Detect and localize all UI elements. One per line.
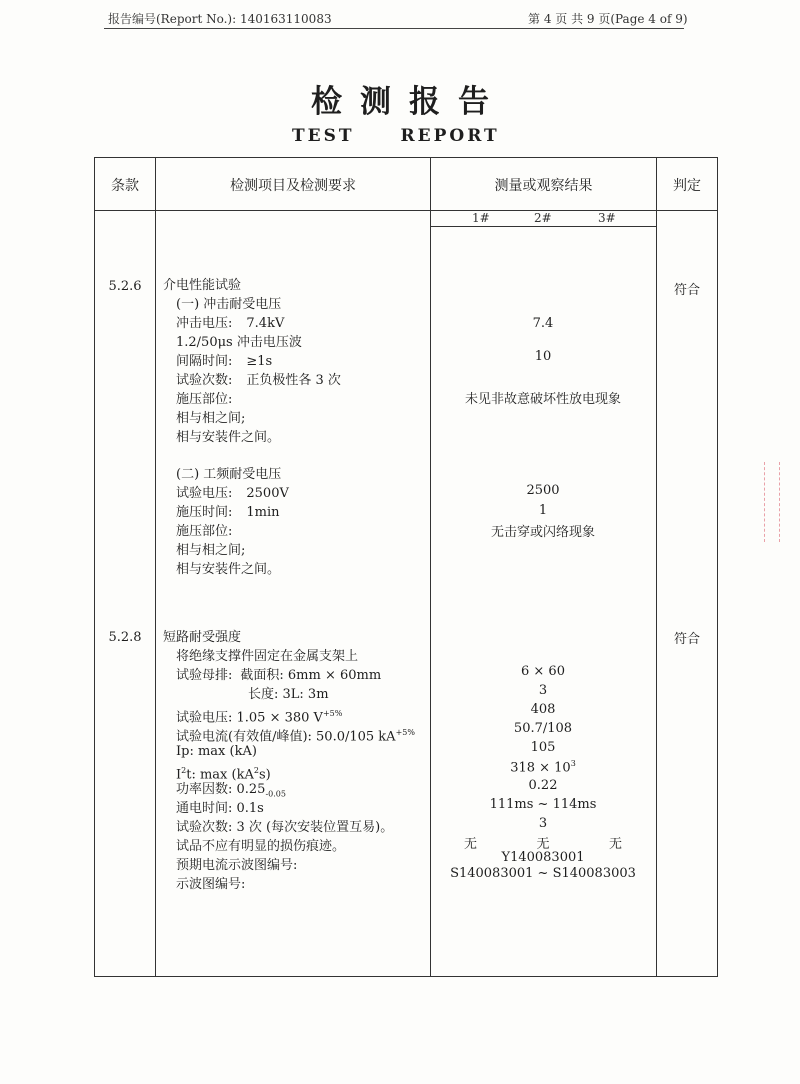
i2t-label-c: s) bbox=[258, 767, 271, 783]
pf-voltage-req bbox=[176, 484, 289, 503]
table-top-border bbox=[94, 157, 717, 158]
pf-time-req bbox=[176, 503, 280, 522]
page-indicator: 第 4 页 共 9 页(Page 4 of 9) bbox=[528, 12, 688, 26]
result-length: 3 bbox=[538, 683, 548, 698]
result-pf-observation: 无击穿或闪络现象 bbox=[490, 525, 595, 540]
test-current-tolerance: +5% bbox=[395, 728, 415, 737]
pf-voltage-label: 试验电压: bbox=[176, 486, 233, 501]
energize-time: 通电时间: 0.1s bbox=[176, 801, 264, 816]
verdict-5-2-8: 符合 bbox=[673, 632, 700, 647]
header-verdict: 判定 bbox=[673, 178, 701, 194]
result-i2t bbox=[430, 759, 656, 775]
impulse-count-req bbox=[176, 371, 341, 390]
result-expected-oscillogram: Y140083001 bbox=[501, 850, 585, 865]
busbar-length: 长度: 3L: 3m bbox=[248, 687, 329, 702]
result-power-factor: 0.22 bbox=[528, 778, 558, 793]
test-voltage-label: 试验电压: 1.05 × 380 V bbox=[176, 710, 323, 726]
sample-2-header: 2# bbox=[534, 211, 552, 225]
result-count: 3 bbox=[538, 816, 548, 831]
sample-1-header: 1# bbox=[472, 211, 490, 225]
pf-time-value: 1min bbox=[246, 505, 280, 520]
impulse-subtitle: (一) 冲击耐受电压 bbox=[176, 297, 282, 312]
table-header-border bbox=[94, 210, 717, 211]
result-pf-time: 1 bbox=[538, 503, 548, 518]
i2t-label-b: t: max (kA bbox=[186, 767, 254, 783]
verdict-5-2-6: 符合 bbox=[673, 283, 700, 298]
result-voltage: 408 bbox=[530, 702, 556, 717]
title-english bbox=[292, 126, 500, 146]
result-time: 111ms ~ 114ms bbox=[489, 797, 597, 812]
pf-phase-mount: 相与安装件之间。 bbox=[176, 562, 281, 577]
result-damage-3: 无 bbox=[608, 837, 622, 852]
ip-label: Ip: max (kA) bbox=[176, 744, 257, 759]
clause-5-2-8: 5.2.8 bbox=[108, 630, 142, 645]
seam-stamp-mark bbox=[764, 462, 780, 542]
short-circuit-title: 短路耐受强度 bbox=[163, 630, 242, 645]
sample-header-border bbox=[430, 226, 656, 227]
result-i2t-exp: 3 bbox=[570, 759, 576, 768]
power-frequency-subtitle: (二) 工频耐受电压 bbox=[176, 467, 282, 482]
impulse-interval-label: 间隔时间: bbox=[176, 354, 233, 369]
impulse-wave: 1.2/50μs 冲击电压波 bbox=[176, 335, 302, 350]
sc-test-count: 试验次数: 3 次 (每次安装位置互易)。 bbox=[176, 820, 394, 835]
damage-requirement: 试品不应有明显的损伤痕迹。 bbox=[176, 839, 346, 854]
oscillogram-number: 示波图编号: bbox=[176, 877, 246, 892]
pf-voltage-value: 2500V bbox=[246, 486, 289, 501]
power-factor-label: 功率因数: 0.25 bbox=[176, 782, 266, 797]
i2t-label-sup: 2 bbox=[181, 766, 187, 775]
impulse-apply: 施压部位: bbox=[176, 392, 233, 407]
header-requirement: 检测项目及检测要求 bbox=[230, 178, 356, 194]
result-impulse-observation: 未见非故意破坏性放电现象 bbox=[464, 392, 621, 407]
expected-oscillogram: 预期电流示波图编号: bbox=[176, 858, 298, 873]
title-english-word-1: TEST bbox=[292, 126, 355, 146]
test-voltage-tolerance: +5% bbox=[322, 709, 343, 718]
busbar-req bbox=[176, 666, 381, 685]
test-current-label: 试验电流(有效值/峰值): 50.0/105 kA bbox=[176, 729, 396, 745]
title-chinese: 检测报告 bbox=[311, 84, 507, 120]
table-col-divider-1 bbox=[155, 157, 156, 977]
pf-time-label: 施压时间: bbox=[176, 505, 233, 520]
table-left-border bbox=[94, 157, 95, 977]
dielectric-title: 介电性能试验 bbox=[163, 278, 242, 293]
table-bottom-border bbox=[94, 976, 717, 977]
result-pf-voltage: 2500 bbox=[526, 483, 560, 498]
impulse-voltage-req bbox=[176, 314, 284, 333]
table-right-border bbox=[717, 157, 718, 977]
mount-description: 将绝缘支撑件固定在金属支架上 bbox=[176, 649, 359, 664]
header-clause: 条款 bbox=[111, 178, 139, 194]
result-impulse-voltage: 7.4 bbox=[532, 316, 554, 331]
title-english-word-2: REPORT bbox=[400, 126, 500, 146]
sample-3-header: 3# bbox=[598, 211, 616, 225]
pf-apply: 施压部位: bbox=[176, 524, 233, 539]
clause-5-2-6: 5.2.6 bbox=[108, 279, 142, 294]
impulse-phase-mount: 相与安装件之间。 bbox=[176, 430, 281, 445]
impulse-voltage-label: 冲击电压: bbox=[176, 316, 233, 331]
power-factor-tolerance: -0.05 bbox=[265, 789, 286, 799]
busbar-label: 试验母排: bbox=[176, 668, 233, 683]
impulse-phase-phase: 相与相之间; bbox=[176, 411, 246, 426]
header-divider bbox=[104, 28, 684, 29]
impulse-interval-value: ≥1s bbox=[246, 354, 273, 369]
result-oscillogram: S140083001 ~ S140083003 bbox=[450, 866, 636, 881]
result-current: 50.7/108 bbox=[513, 721, 573, 736]
result-damage-1: 无 bbox=[464, 837, 478, 852]
impulse-count-value: 正负极性各 3 次 bbox=[246, 373, 341, 388]
i2t-label-sup2: 2 bbox=[253, 766, 259, 775]
result-i2t-base: 318 × 10 bbox=[510, 760, 571, 776]
result-damage-2: 无 bbox=[536, 837, 550, 852]
header-result: 测量或观察结果 bbox=[494, 178, 593, 194]
result-section: 6 × 60 bbox=[521, 664, 565, 679]
impulse-voltage-value: 7.4kV bbox=[246, 316, 285, 331]
i2t-label-a: I bbox=[176, 767, 182, 783]
result-interval: 10 bbox=[534, 349, 552, 364]
pf-phase-phase: 相与相之间; bbox=[176, 543, 246, 558]
impulse-interval-req bbox=[176, 352, 272, 371]
result-ip: 105 bbox=[530, 740, 556, 755]
impulse-count-label: 试验次数: bbox=[176, 373, 233, 388]
report-number: 报告编号(Report No.): 140163110083 bbox=[108, 12, 332, 26]
busbar-section: 截面积: 6mm × 60mm bbox=[240, 668, 382, 683]
